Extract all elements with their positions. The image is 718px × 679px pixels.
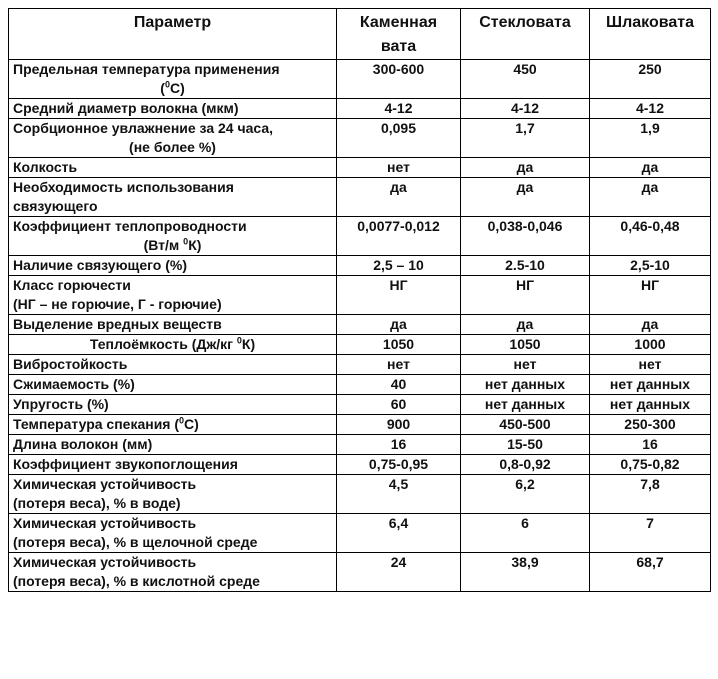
glass-wool-value: нет данных bbox=[461, 395, 590, 415]
table-row bbox=[9, 475, 711, 514]
parameter-cell bbox=[9, 375, 337, 395]
stone-wool-value: 40 bbox=[337, 375, 461, 395]
header-parameter-label: Параметр bbox=[133, 14, 212, 31]
parameter-cell bbox=[9, 99, 337, 119]
table-row bbox=[9, 395, 711, 415]
parameter-line-1: Колкость bbox=[13, 159, 78, 175]
glass-wool-value: 1,7 bbox=[461, 119, 590, 158]
parameter-line-1: Выделение вредных веществ bbox=[13, 316, 222, 332]
parameter-line-1: Упругость (%) bbox=[13, 396, 109, 412]
parameter-cell bbox=[9, 514, 337, 553]
parameter-text: К) bbox=[188, 237, 202, 253]
parameter-line-1 bbox=[13, 415, 332, 434]
stone-wool-value: 0,0077-0,012 bbox=[337, 217, 461, 256]
slag-wool-value: 7 bbox=[590, 514, 711, 553]
glass-wool-value: 450 bbox=[461, 60, 590, 99]
table-row bbox=[9, 435, 711, 455]
parameter-cell bbox=[9, 355, 337, 375]
parameter-line-1: Химическая устойчивость bbox=[13, 476, 197, 492]
stone-wool-value: нет bbox=[337, 355, 461, 375]
glass-wool-value: 15-50 bbox=[461, 435, 590, 455]
parameter-cell bbox=[9, 553, 337, 592]
glass-wool-value: 1050 bbox=[461, 335, 590, 355]
glass-wool-value: нет bbox=[461, 355, 590, 375]
table-body bbox=[9, 60, 711, 592]
slag-wool-value: 250-300 bbox=[590, 415, 711, 435]
parameter-line-1: Химическая устойчивость bbox=[13, 554, 197, 570]
parameter-line-1: Средний диаметр волокна (мкм) bbox=[13, 100, 239, 116]
glass-wool-value: 0,8-0,92 bbox=[461, 455, 590, 475]
slag-wool-value: 4-12 bbox=[590, 99, 711, 119]
stone-wool-value: да bbox=[337, 178, 461, 217]
parameter-line-1 bbox=[13, 335, 332, 354]
slag-wool-value: нет bbox=[590, 355, 711, 375]
parameter-text: Теплоёмкость (Дж/кг bbox=[89, 336, 237, 352]
stone-wool-value: 24 bbox=[337, 553, 461, 592]
table-row bbox=[9, 99, 711, 119]
parameter-cell bbox=[9, 276, 337, 315]
parameter-line-2: (потеря веса), % в воде) bbox=[13, 495, 181, 511]
header-stone-wool-line1: Каменная bbox=[359, 14, 438, 31]
stone-wool-value: 4-12 bbox=[337, 99, 461, 119]
slag-wool-value: 1,9 bbox=[590, 119, 711, 158]
parameter-cell bbox=[9, 119, 337, 158]
slag-wool-value: 0,46-0,48 bbox=[590, 217, 711, 256]
glass-wool-value: нет данных bbox=[461, 375, 590, 395]
slag-wool-value: да bbox=[590, 178, 711, 217]
glass-wool-value: 38,9 bbox=[461, 553, 590, 592]
glass-wool-value: 2.5-10 bbox=[461, 256, 590, 276]
parameter-line-1: Наличие связующего (%) bbox=[13, 257, 187, 273]
parameter-superscript: 0 bbox=[164, 79, 170, 90]
parameter-line-2: связующего bbox=[13, 198, 98, 214]
parameter-line-1: Коэффициент звукопоглощения bbox=[13, 456, 238, 472]
slag-wool-value: 2,5-10 bbox=[590, 256, 711, 276]
stone-wool-value: 16 bbox=[337, 435, 461, 455]
stone-wool-value: да bbox=[337, 315, 461, 335]
stone-wool-value: 6,4 bbox=[337, 514, 461, 553]
table-row bbox=[9, 119, 711, 158]
table-header-row bbox=[9, 9, 711, 60]
parameter-text: С) bbox=[169, 80, 185, 96]
parameter-line-2: (потеря веса), % в кислотной среде bbox=[13, 573, 260, 589]
parameter-cell bbox=[9, 217, 337, 256]
header-slag-wool-label: Шлаковата bbox=[606, 14, 694, 31]
slag-wool-value: да bbox=[590, 315, 711, 335]
glass-wool-value: 4-12 bbox=[461, 99, 590, 119]
header-parameter bbox=[9, 9, 337, 60]
table-row bbox=[9, 415, 711, 435]
parameter-cell bbox=[9, 415, 337, 435]
parameter-cell bbox=[9, 435, 337, 455]
stone-wool-value: НГ bbox=[337, 276, 461, 315]
parameter-text: С) bbox=[184, 416, 199, 432]
table-row bbox=[9, 375, 711, 395]
table-row bbox=[9, 514, 711, 553]
parameter-text: ( bbox=[160, 80, 165, 96]
stone-wool-value: 4,5 bbox=[337, 475, 461, 514]
parameter-line-2: (потеря веса), % в щелочной среде bbox=[13, 534, 258, 550]
parameter-text: (Вт/м bbox=[143, 237, 184, 253]
slag-wool-value: 68,7 bbox=[590, 553, 711, 592]
table-row bbox=[9, 178, 711, 217]
stone-wool-value: 300-600 bbox=[337, 60, 461, 99]
parameter-line-1: Сорбционное увлажнение за 24 часа, bbox=[13, 120, 274, 136]
parameter-superscript: 0 bbox=[183, 236, 189, 247]
parameter-line-1: Сжимаемость (%) bbox=[13, 376, 135, 392]
slag-wool-value: 1000 bbox=[590, 335, 711, 355]
parameter-line-1: Предельная температура применения bbox=[13, 61, 280, 77]
properties-table bbox=[8, 8, 711, 592]
parameter-line-1: Необходимость использования bbox=[13, 179, 234, 195]
parameter-line-2 bbox=[13, 236, 332, 255]
stone-wool-value: 900 bbox=[337, 415, 461, 435]
table-row bbox=[9, 217, 711, 256]
table-row bbox=[9, 256, 711, 276]
glass-wool-value: да bbox=[461, 315, 590, 335]
slag-wool-value: 7,8 bbox=[590, 475, 711, 514]
glass-wool-value: 6 bbox=[461, 514, 590, 553]
parameter-line-1: Длина волокон (мм) bbox=[13, 436, 153, 452]
parameter-line-1: Химическая устойчивость bbox=[13, 515, 197, 531]
slag-wool-value: 0,75-0,82 bbox=[590, 455, 711, 475]
table-row bbox=[9, 276, 711, 315]
parameter-cell bbox=[9, 475, 337, 514]
parameter-superscript: 0 bbox=[179, 415, 185, 426]
parameter-text: Температура спекания ( bbox=[13, 416, 180, 432]
parameter-cell bbox=[9, 455, 337, 475]
stone-wool-value: 2,5 – 10 bbox=[337, 256, 461, 276]
table-row bbox=[9, 355, 711, 375]
parameter-line-1: Вибростойкость bbox=[13, 356, 128, 372]
parameter-line-2: (не более %) bbox=[129, 139, 216, 155]
table-row bbox=[9, 158, 711, 178]
glass-wool-value: 0,038-0,046 bbox=[461, 217, 590, 256]
parameter-line-2: (НГ – не горючие, Г - горючие) bbox=[13, 296, 222, 312]
parameter-cell bbox=[9, 60, 337, 99]
parameter-cell bbox=[9, 315, 337, 335]
stone-wool-value: 1050 bbox=[337, 335, 461, 355]
header-slag-wool bbox=[590, 9, 711, 60]
stone-wool-value: нет bbox=[337, 158, 461, 178]
parameter-line-1: Коэффициент теплопроводности bbox=[13, 218, 247, 234]
parameter-line-2 bbox=[13, 79, 332, 98]
glass-wool-value: да bbox=[461, 158, 590, 178]
glass-wool-value: НГ bbox=[461, 276, 590, 315]
stone-wool-value: 0,095 bbox=[337, 119, 461, 158]
parameter-text: К) bbox=[241, 336, 256, 352]
glass-wool-value: да bbox=[461, 178, 590, 217]
slag-wool-value: да bbox=[590, 158, 711, 178]
table-row bbox=[9, 60, 711, 99]
slag-wool-value: 16 bbox=[590, 435, 711, 455]
parameter-cell bbox=[9, 256, 337, 276]
slag-wool-value: НГ bbox=[590, 276, 711, 315]
table-row bbox=[9, 553, 711, 592]
slag-wool-value: 250 bbox=[590, 60, 711, 99]
parameter-cell bbox=[9, 178, 337, 217]
stone-wool-value: 60 bbox=[337, 395, 461, 415]
table-row bbox=[9, 455, 711, 475]
stone-wool-value: 0,75-0,95 bbox=[337, 455, 461, 475]
header-glass-wool bbox=[461, 9, 590, 60]
parameter-superscript: 0 bbox=[236, 335, 242, 346]
header-stone-wool-line2: вата bbox=[380, 38, 417, 55]
table-row bbox=[9, 335, 711, 355]
table-row bbox=[9, 315, 711, 335]
glass-wool-value: 450-500 bbox=[461, 415, 590, 435]
parameter-cell bbox=[9, 335, 337, 355]
parameter-line-1: Класс горючести bbox=[13, 277, 131, 293]
slag-wool-value: нет данных bbox=[590, 375, 711, 395]
parameter-cell bbox=[9, 158, 337, 178]
header-glass-wool-label: Стекловата bbox=[479, 14, 571, 31]
slag-wool-value: нет данных bbox=[590, 395, 711, 415]
parameter-cell bbox=[9, 395, 337, 415]
glass-wool-value: 6,2 bbox=[461, 475, 590, 514]
header-stone-wool bbox=[337, 9, 461, 60]
